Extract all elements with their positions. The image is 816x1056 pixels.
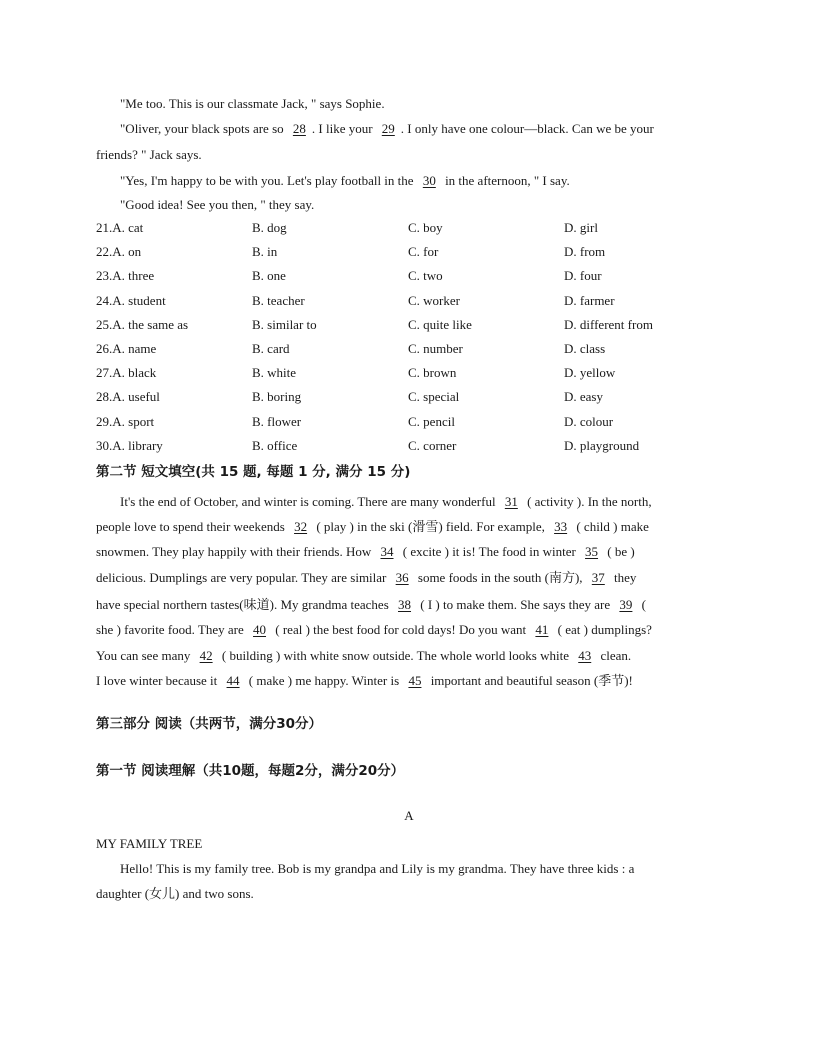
passage-text: she ) favorite food. They are — [96, 622, 248, 637]
passage-text: ( — [638, 597, 646, 612]
option-b: B. office — [252, 437, 298, 453]
option-d: D. from — [564, 244, 606, 260]
passage-line — [96, 494, 652, 510]
dialogue-line — [96, 147, 202, 163]
blank-37[interactable]: 37 — [591, 570, 605, 585]
blank-28[interactable]: 28 — [292, 121, 306, 136]
option-b: B. boring — [252, 389, 302, 405]
passage-text: ( eat ) dumplings? — [554, 622, 652, 637]
passage-line — [96, 622, 652, 638]
dialogue-text: "Me too. This is our classmate Jack, " says Sophie. — [120, 96, 385, 111]
option-d: D. easy — [564, 389, 603, 405]
blank-35[interactable]: 35 — [585, 544, 599, 559]
reading-line: Hello! This is my family tree. Bob is my grandpa and Lily is my grandma. They have three kids : a — [120, 861, 635, 876]
option-d: D. yellow — [564, 365, 616, 381]
option-b: B. one — [252, 268, 286, 284]
passage-text: ( excite ) it is! The food in winter — [399, 544, 580, 559]
option-c: C. special — [408, 389, 460, 405]
option-b: B. similar to — [252, 316, 317, 332]
option-a: 22.A. on — [96, 244, 142, 260]
option-a: 24.A. student — [96, 292, 166, 308]
passage-text: ( play ) in the ski (滑雪) field. For example, — [313, 519, 549, 534]
section-heading: 第二节 短文填空(共 15 题, 每题 1 分, 满分 15 分) — [96, 464, 411, 480]
blank-36[interactable]: 36 — [395, 570, 409, 585]
blank-31[interactable]: 31 — [504, 494, 518, 509]
passage-line — [96, 597, 646, 613]
blank-42[interactable]: 42 — [199, 648, 213, 663]
passage-text: It's the end of October, and winter is coming. There are many wonderful — [120, 494, 499, 509]
passage-label: A — [404, 808, 414, 823]
passage-text: they — [610, 570, 637, 585]
dialogue-line — [96, 96, 385, 112]
blank-33[interactable]: 33 — [554, 519, 568, 534]
dialogue-line — [96, 173, 570, 189]
dialogue-text: . I like your — [311, 121, 376, 136]
dialogue-text: "Yes, I'm happy to be with you. Let's play football in the — [120, 173, 417, 188]
passage-title: MY FAMILY TREE — [96, 836, 203, 851]
passage-text: ( I ) to make them. She says they are — [417, 597, 614, 612]
dialogue-line — [96, 121, 654, 137]
option-c: C. quite like — [408, 316, 472, 332]
option-c: C. worker — [408, 292, 460, 308]
passage-text: ( make ) me happy. Winter is — [245, 673, 403, 688]
blank-29[interactable]: 29 — [381, 121, 395, 136]
blank-41[interactable]: 41 — [535, 622, 549, 637]
reading-line: daughter (女儿) and two sons. — [96, 886, 254, 901]
passage-line — [96, 570, 636, 586]
option-b: B. teacher — [252, 292, 305, 308]
passage-text: ( real ) the best food for cold days! Do you want — [272, 622, 530, 637]
option-d: D. four — [564, 268, 602, 284]
blank-39[interactable]: 39 — [619, 597, 633, 612]
passage-text: ( be ) — [604, 544, 635, 559]
dialogue-text: in the afternoon, " I say. — [441, 173, 570, 188]
dialogue-text: . I only have one colour—black. Can we be your — [400, 121, 654, 136]
option-b: B. card — [252, 341, 290, 356]
option-a: 30.A. library — [96, 437, 163, 453]
passage-text: snowmen. They play happily with their friends. How — [96, 544, 375, 559]
passage-line — [96, 544, 635, 560]
option-d: D. different from — [564, 316, 653, 332]
blank-40[interactable]: 40 — [253, 622, 267, 637]
option-d: D. playground — [564, 437, 640, 453]
blank-38[interactable]: 38 — [398, 597, 412, 612]
blank-32[interactable]: 32 — [294, 519, 308, 534]
dialogue-text: "Good idea! See you then, " they say. — [120, 197, 315, 212]
option-b: B. flower — [252, 413, 302, 429]
passage-text: ( building ) with white snow outside. The whole world looks white — [218, 648, 573, 663]
passage-text: clean. — [597, 648, 632, 663]
option-c: C. boy — [408, 220, 443, 235]
option-a: 25.A. the same as — [96, 316, 189, 332]
option-d: D. colour — [564, 413, 614, 429]
passage-text: I love winter because it — [96, 673, 221, 688]
blank-34[interactable]: 34 — [380, 544, 394, 559]
dialogue-text: "Oliver, your black spots are so — [120, 121, 287, 136]
passage-line — [96, 519, 649, 535]
dialogue-text: friends? " Jack says. — [96, 147, 202, 162]
passage-line — [96, 648, 631, 664]
section-heading: 第一节 阅读理解（共10题，每题2分，满分20分） — [96, 763, 405, 779]
blank-44[interactable]: 44 — [226, 673, 240, 688]
blank-45[interactable]: 45 — [408, 673, 422, 688]
passage-text: delicious. Dumplings are very popular. They are similar — [96, 570, 390, 585]
blank-30[interactable]: 30 — [422, 173, 436, 188]
option-b: B. in — [252, 244, 278, 260]
passage-text: have special northern tastes(味道). My grandma teaches — [96, 597, 393, 612]
dialogue-line — [96, 197, 314, 213]
option-b: B. white — [252, 365, 297, 381]
option-a: 29.A. sport — [96, 413, 155, 429]
option-c: C. pencil — [408, 413, 455, 429]
option-a: 27.A. black — [96, 365, 157, 381]
passage-text: ( activity ). In the north, — [523, 494, 652, 509]
option-c: C. corner — [408, 437, 457, 453]
option-a: 28.A. useful — [96, 389, 160, 405]
passage-text: people love to spend their weekends — [96, 519, 289, 534]
option-c: C. brown — [408, 365, 457, 381]
option-a: 23.A. three — [96, 268, 155, 284]
part-heading: 第三部分 阅读（共两节，满分30分） — [96, 716, 322, 732]
option-b: B. dog — [252, 220, 287, 235]
option-c: C. number — [408, 341, 463, 356]
passage-line — [96, 673, 633, 689]
passage-text: ( child ) make — [573, 519, 649, 534]
blank-43[interactable]: 43 — [578, 648, 592, 663]
option-d: D. class — [564, 341, 606, 356]
passage-text: important and beautiful season (季节)! — [427, 673, 633, 688]
passage-text: some foods in the south (南方), — [414, 570, 586, 585]
option-a: 26.A. name — [96, 341, 157, 356]
option-c: C. two — [408, 268, 443, 284]
option-a: 21.A. cat — [96, 220, 144, 235]
option-c: C. for — [408, 244, 439, 260]
option-d: D. girl — [564, 220, 598, 235]
option-d: D. farmer — [564, 292, 615, 308]
passage-text: You can see many — [96, 648, 194, 663]
